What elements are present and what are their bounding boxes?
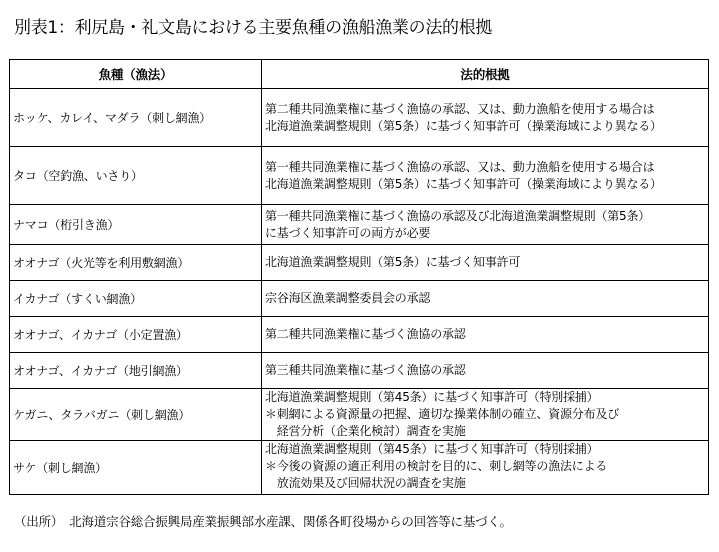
- table-row: [10, 317, 709, 353]
- species-cell: ホッケ、カレイ、マダラ（刺し網漁）: [10, 89, 262, 147]
- table-header-row: [10, 60, 709, 89]
- legal-basis-cell: [262, 245, 709, 281]
- table-row: [10, 281, 709, 317]
- legal-basis-line: 第一種共同漁業権に基づく漁協の承認、又は、動力漁船を使用する場合は: [265, 159, 655, 174]
- table-body: [10, 89, 709, 495]
- legal-basis-line: ＊刺網による資源量の把握、適切な操業体制の確立、資源分布及び: [265, 407, 620, 421]
- source-note: （出所） 北海道宗谷総合振興局産業振興部水産課、関係各町役場からの回答等に基づく。: [14, 514, 512, 529]
- species-cell: タコ（空釣漁、いさり）: [10, 147, 262, 205]
- legal-basis-line: 第三種共同漁業権に基づく漁協の承認: [265, 363, 466, 377]
- table-row: [10, 245, 709, 281]
- species-cell: オオナゴ（火光等を利用敷網漁）: [10, 245, 262, 281]
- legal-basis-line: 宗谷海区漁業調整委員会の承認: [265, 291, 431, 305]
- legal-basis-cell: [262, 147, 709, 205]
- species-cell: イカナゴ（すくい網漁）: [10, 281, 262, 317]
- header-species: 魚種（漁法）: [10, 60, 262, 89]
- table-title: 別表1：利尻島・礼文島における主要魚種の漁船漁業の法的根拠: [14, 18, 493, 38]
- header-legal-basis: 法的根拠: [262, 60, 709, 89]
- table-row: [10, 353, 709, 389]
- legal-basis-line: 北海道漁業調整規則（第45条）に基づく知事許可（特別採捕）: [265, 390, 599, 404]
- legal-basis-line: 放流効果及び回帰状況の調査を実施: [265, 476, 466, 490]
- species-cell: オオナゴ、イカナゴ（地引網漁）: [10, 353, 262, 389]
- species-cell: ケガニ、タラバガニ（刺し網漁）: [10, 389, 262, 441]
- legal-basis-line: 北海道漁業調整規則（第5条）に基づく知事許可: [265, 255, 521, 269]
- legal-basis-cell: [262, 317, 709, 353]
- table-row: [10, 89, 709, 147]
- legal-basis-line: 北海道漁業調整規則（第5条）に基づく知事許可（操業海域により異なる）: [265, 118, 662, 133]
- legal-basis-cell: [262, 389, 709, 441]
- legal-basis-line: に基づく知事許可の両方が必要: [265, 225, 431, 240]
- legal-basis-cell: [262, 89, 709, 147]
- table-row: [10, 441, 709, 495]
- species-cell: オオナゴ、イカナゴ（小定置漁）: [10, 317, 262, 353]
- table-row: [10, 389, 709, 441]
- species-cell: サケ（刺し網漁）: [10, 441, 262, 495]
- table-row: [10, 205, 709, 245]
- legal-basis-cell: [262, 205, 709, 245]
- legal-basis-line: 第二種共同漁業権に基づく漁協の承認: [265, 327, 466, 341]
- legal-basis-line: 北海道漁業調整規則（第5条）に基づく知事許可（操業海域により異なる）: [265, 176, 662, 191]
- legal-basis-cell: [262, 281, 709, 317]
- legal-basis-cell: [262, 441, 709, 495]
- legal-basis-line: 第二種共同漁業権に基づく漁協の承認、又は、動力漁船を使用する場合は: [265, 101, 655, 116]
- legal-basis-line: 北海道漁業調整規則（第45条）に基づく知事許可（特別採捕）: [265, 442, 599, 456]
- legal-basis-table: [9, 59, 709, 495]
- table-row: [10, 147, 709, 205]
- legal-basis-cell: [262, 353, 709, 389]
- legal-basis-line: 経営分析（企業化検討）調査を実施: [265, 424, 466, 438]
- legal-basis-line: ＊今後の資源の適正利用の検討を目的に、刺し網等の漁法による: [265, 459, 608, 473]
- legal-basis-line: 第一種共同漁業権に基づく漁協の承認及び北海道漁業調整規則（第5条）: [265, 208, 651, 223]
- species-cell: ナマコ（桁引き漁）: [10, 205, 262, 245]
